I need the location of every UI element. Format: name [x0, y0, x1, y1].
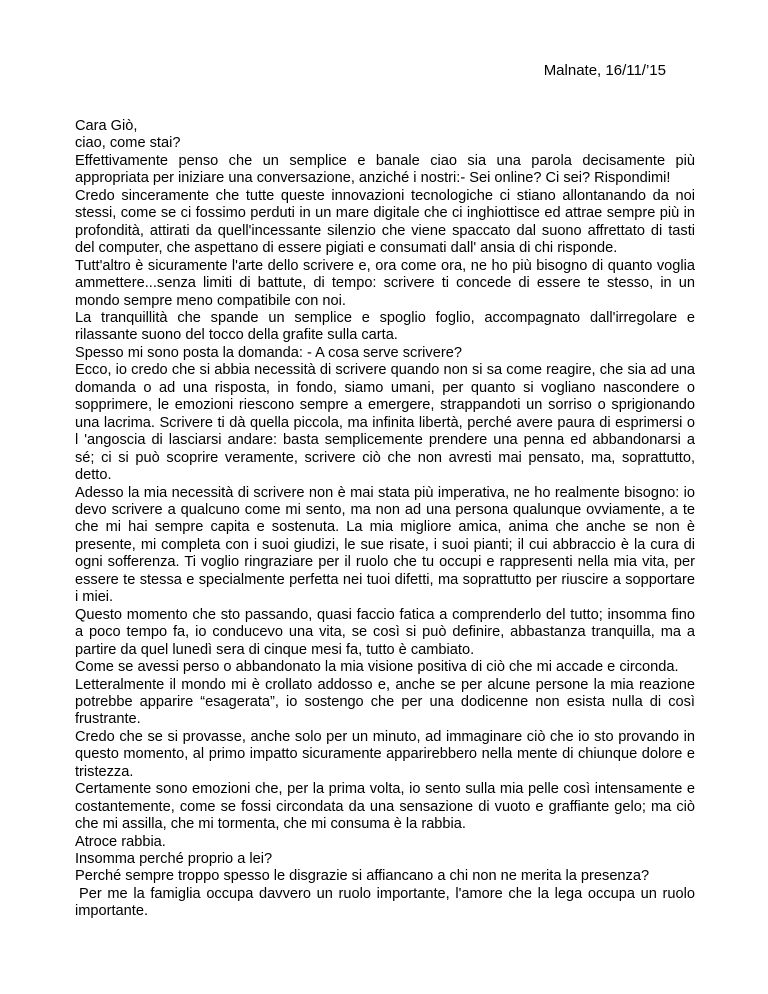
letter-paragraph: Credo che se si provasse, anche solo per un minuto, ad immaginare ciò che io sto provando in questo momento, al primo impatto sicuramente apparirebbero nella mente di chiunque dolore e tristezza.	[75, 728, 695, 780]
letter-paragraph: Effettivamente penso che un semplice e banale ciao sia una parola decisamente più appropriata per iniziare una conversazione, anziché i nostri:- Sei online? Ci sei? Rispondimi!	[75, 152, 695, 187]
letter-paragraph: Letteralmente il mondo mi è crollato addosso e, anche se per alcune persone la mia reazione potrebbe apparire “esagerata”, io sostengo che per una dodicenne non esista nulla di così frustrante.	[75, 676, 695, 728]
letter-paragraph: Perché sempre troppo spesso le disgrazie si affiancano a chi non ne merita la presenza?	[75, 868, 650, 885]
letter-paragraph: Spesso mi sono posta la domanda: - A cosa serve scrivere?	[75, 344, 462, 361]
letter-paragraph: Per me la famiglia occupa davvero un ruolo importante, l'amore che la lega occupa un ruolo importante.	[75, 885, 695, 920]
letter-paragraph: Adesso la mia necessità di scrivere non è mai stata più imperativa, ne ho realmente bisogno: io devo scrivere a qualcuno come mi sento, ma non ad una persona qualunque ovviamente, a te che mi hai sempre capita e sostenuta. La mia migliore amica, anima che anche se non è presente, mi completa con i suoi giudizi, le sue risate, i suoi pianti; il cui abbraccio è la cura di ogni sofferenza. Ti voglio ringraziare per il ruolo che tu occupi e rappresenti nella mia vita, per essere te stessa e specialmente perfetta nei tuoi difetti, ma soprattutto per riuscire a sopportare i miei.	[75, 484, 695, 606]
letter-paragraph: Questo momento che sto passando, quasi faccio fatica a comprenderlo del tutto; insomma fino a poco tempo fa, io conducevo una vita, se così si può definire, abbastanza tranquilla, ma a partire da quel lunedì sera di cinque mesi fa, tutto è cambiato.	[75, 606, 695, 658]
letter-paragraph: Credo sinceramente che tutte queste innovazioni tecnologiche ci stiano allontanando da noi stessi, come se ci fossimo perduti in un mare digitale che ci inghiottisce ed attrae sempre più in profondità, attirati da quell'incessante silenzio che viene spaccato dal suono affrettato di tasti del computer, che aspettano di essere pigiati e consumati dall' ansia di chi risponde.	[75, 187, 695, 257]
letter-paragraph: Insomma perché proprio a lei?	[75, 851, 273, 868]
letter-paragraph: Tutt'altro è sicuramente l'arte dello scrivere e, ora come ora, ne ho più bisogno di quanto voglia ammettere...senza limiti di battute, di tempo: scrivere ti concede di essere te stesso, in un mondo sempre meno compatibile con noi.	[75, 257, 695, 309]
letter-body	[75, 118, 695, 921]
letter-paragraph: Come se avessi perso o abbandonato la mia visione positiva di ciò che mi accade e circonda.	[75, 659, 679, 676]
letter-paragraph: La tranquillità che spande un semplice e spoglio foglio, accompagnato dall'irregolare e rilassante suono del tocco della grafite sulla carta.	[75, 309, 695, 344]
letter-paragraph: Ecco, io credo che si abbia necessità di scrivere quando non si sa come reagire, che sia ad una domanda o ad una risposta, in fondo, siamo umani, per quanto si vogliano nascondere o sopprimere, le emozioni riescono sempre a emergere, strappandoti un sorriso o sprigionando una lacrima. Scrivere ti dà quella piccola, ma infinita libertà, perché avere paura di esprimersi o l 'angoscia di lasciarsi andare: basta semplicemente prendere una penna ed abbandonarsi a sé; ci si può scoprire veramente, scrivere ciò che non avresti mai pensato, ma, soprattutto, detto.	[75, 362, 695, 484]
letter-date: Malnate, 16/11/’15	[543, 62, 666, 79]
letter-paragraph: ciao, come stai?	[75, 135, 181, 152]
letter-paragraph: Certamente sono emozioni che, per la prima volta, io sento sulla mia pelle così intensamente e costantemente, come se fossi circondata da una sensazione di vuoto e graffiante gelo; ma ciò che mi assilla, che mi tormenta, che mi consuma è la rabbia.	[75, 781, 695, 833]
letter-salutation: Cara Giò,	[75, 118, 138, 134]
letter-paragraph: Atroce rabbia.	[75, 833, 166, 850]
